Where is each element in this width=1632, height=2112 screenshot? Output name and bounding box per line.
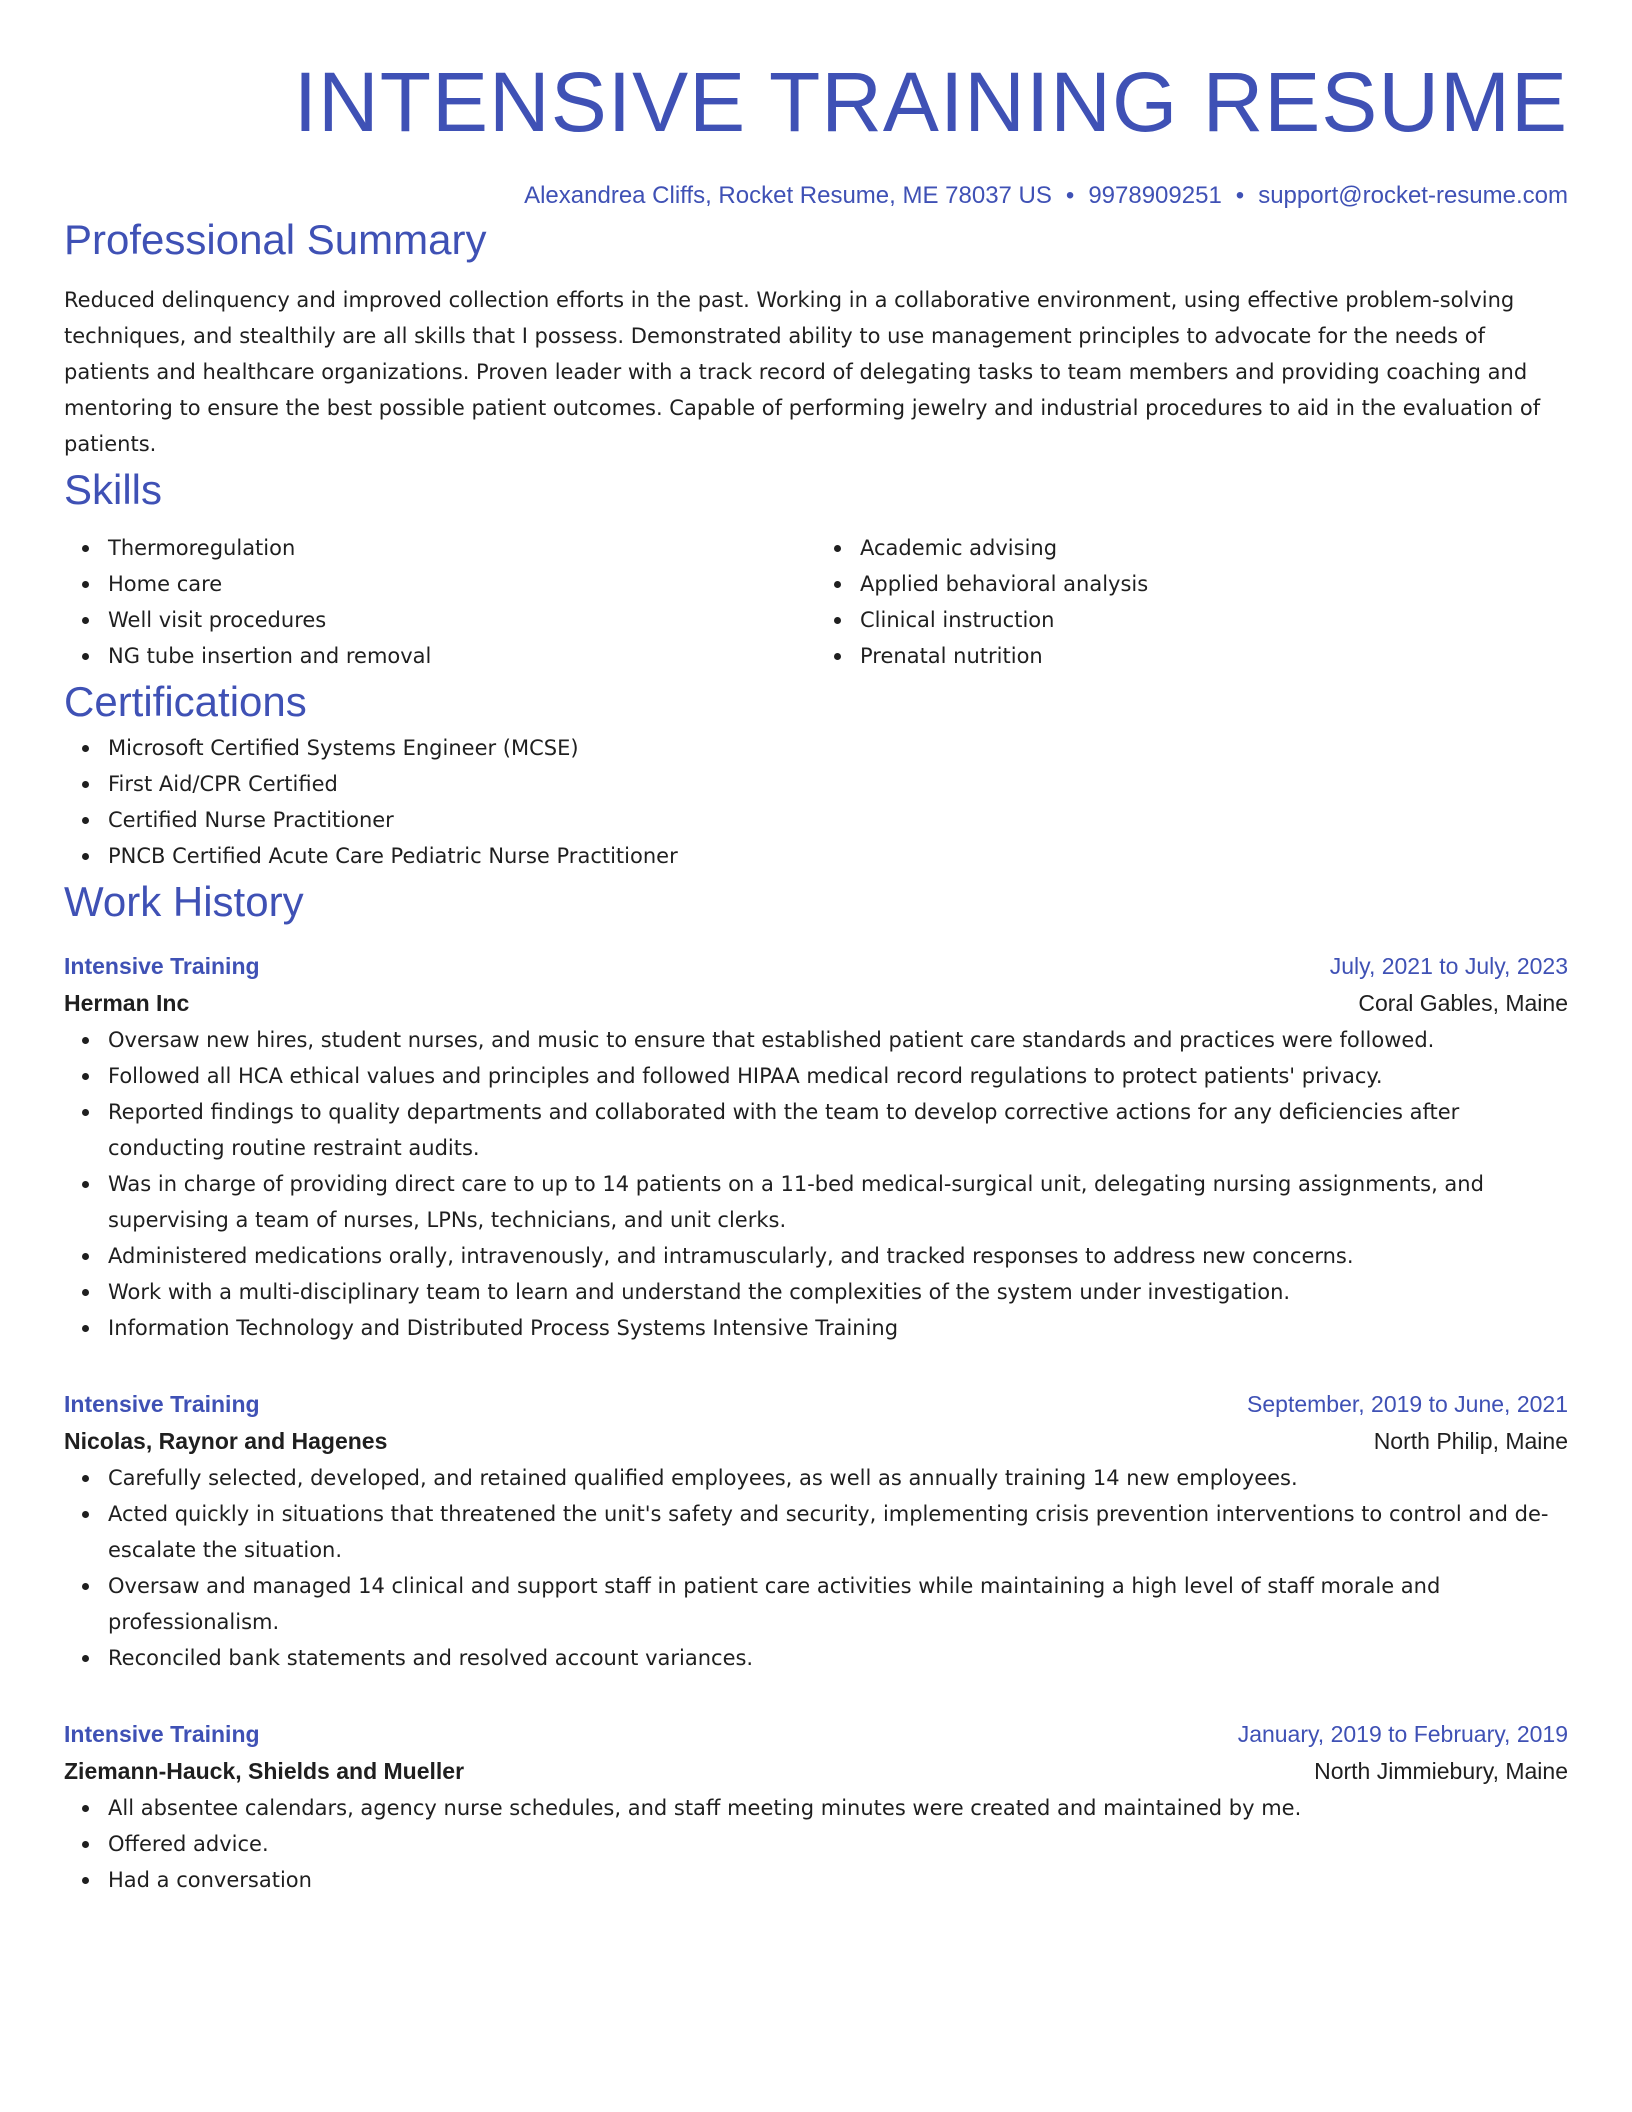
skill-item: Well visit procedures xyxy=(108,602,816,638)
skill-item: Thermoregulation xyxy=(108,530,816,566)
job-duty: Carefully selected, developed, and retained qualified employees, as well as annually training 14 new employees. xyxy=(108,1460,1568,1496)
summary-text: Reduced delinquency and improved collection efforts in the past. Working in a collaborative environment, using effective problem-solving techniques, and stealthily are all skills that I possess. Demonstrated ability to use management principles to advocate for the needs of patients and healthcare organizations. Proven leader with a track record of delegating tasks to team members and providing coaching and mentoring to ensure the best possible patient outcomes. Capable of performing jewelry and industrial procedures to aid in the evaluation of patients. xyxy=(64,288,1541,456)
skill-item: Clinical instruction xyxy=(860,602,1568,638)
job-title-row xyxy=(64,1716,1568,1752)
section-heading-skills: Skills xyxy=(64,466,163,513)
job-duties-list xyxy=(64,1460,1568,1676)
job-location: Coral Gables, Maine xyxy=(1358,990,1568,1016)
job-company: Herman Inc xyxy=(64,990,190,1016)
job-duty: All absentee calendars, agency nurse schedules, and staff meeting minutes were created and maintained by me. xyxy=(108,1790,1568,1826)
job-dates: January, 2019 to February, 2019 xyxy=(1237,1721,1568,1747)
job-title: Intensive Training xyxy=(64,1721,260,1747)
skill-item: Applied behavioral analysis xyxy=(860,566,1568,602)
contact-email[interactable]: support@rocket-resume.com xyxy=(1258,182,1568,209)
job-duty: Information Technology and Distributed Process Systems Intensive Training xyxy=(108,1310,1568,1346)
contact-line xyxy=(64,180,1568,212)
job-duty: Oversaw new hires, student nurses, and music to ensure that established patient care standards and practices were followed. xyxy=(108,1022,1568,1058)
contact-separator: • xyxy=(1065,182,1075,209)
job-entry xyxy=(64,948,1568,1346)
job-title-row xyxy=(64,948,1568,984)
job-title: Intensive Training xyxy=(64,953,260,979)
job-company: Nicolas, Raynor and Hagenes xyxy=(64,1428,388,1454)
skills-columns xyxy=(64,530,1568,674)
skill-item: Academic advising xyxy=(860,530,1568,566)
job-dates: July, 2021 to July, 2023 xyxy=(1329,953,1568,979)
certifications-list xyxy=(64,730,1568,874)
skill-item: NG tube insertion and removal xyxy=(108,638,816,674)
job-company-row xyxy=(64,984,1568,1022)
job-duty: Acted quickly in situations that threatened the unit's safety and security, implementing crisis prevention interventions to control and de-escalate the situation. xyxy=(108,1496,1568,1568)
resume-page xyxy=(64,0,1568,1898)
job-entry xyxy=(64,1386,1568,1676)
job-duty: Had a conversation xyxy=(108,1862,1568,1898)
job-duty: Was in charge of providing direct care to up to 14 patients on a 11-bed medical-surgical unit, delegating nursing assignments, and supervising a team of nurses, LPNs, technicians, and unit clerks. xyxy=(108,1166,1568,1238)
job-duty: Oversaw and managed 14 clinical and support staff in patient care activities while maintaining a high level of staff morale and professionalism. xyxy=(108,1568,1568,1640)
job-title: Intensive Training xyxy=(64,1391,260,1417)
section-heading-certifications: Certifications xyxy=(64,678,307,725)
certification-item: Certified Nurse Practitioner xyxy=(108,802,1568,838)
skills-list-right xyxy=(816,530,1568,674)
job-duty: Reported findings to quality departments and collaborated with the team to develop corrective actions for any deficiencies after conducting routine restraint audits. xyxy=(108,1094,1568,1166)
job-duties-list xyxy=(64,1022,1568,1346)
section-heading-summary: Professional Summary xyxy=(64,216,487,263)
skills-list-left xyxy=(64,530,816,674)
resume-header xyxy=(64,0,1568,212)
job-duty: Offered advice. xyxy=(108,1826,1568,1862)
job-duty: Work with a multi-disciplinary team to learn and understand the complexities of the system under investigation. xyxy=(108,1274,1568,1310)
job-duty: Followed all HCA ethical values and principles and followed HIPAA medical record regulations to protect patients' privacy. xyxy=(108,1058,1568,1094)
resume-title: INTENSIVE TRAINING RESUME xyxy=(293,55,1568,149)
contact-address: Alexandrea Cliffs, Rocket Resume, ME 78037 US xyxy=(524,182,1052,209)
job-company-row xyxy=(64,1422,1568,1460)
job-title-row xyxy=(64,1386,1568,1422)
contact-separator: • xyxy=(1235,182,1245,209)
skill-item: Prenatal nutrition xyxy=(860,638,1568,674)
certification-item: First Aid/CPR Certified xyxy=(108,766,1568,802)
job-dates: September, 2019 to June, 2021 xyxy=(1247,1391,1568,1417)
job-duty: Administered medications orally, intravenously, and intramuscularly, and tracked responses to address new concerns. xyxy=(108,1238,1568,1274)
job-duties-list xyxy=(64,1790,1568,1898)
job-company: Ziemann-Hauck, Shields and Mueller xyxy=(64,1758,465,1784)
section-heading-work-history: Work History xyxy=(64,878,304,925)
job-company-row xyxy=(64,1752,1568,1790)
certification-item: PNCB Certified Acute Care Pediatric Nurse Practitioner xyxy=(108,838,1568,874)
contact-phone[interactable]: 9978909251 xyxy=(1088,182,1222,209)
job-location: North Philip, Maine xyxy=(1373,1428,1568,1454)
skill-item: Home care xyxy=(108,566,816,602)
certification-item: Microsoft Certified Systems Engineer (MCSE) xyxy=(108,730,1568,766)
job-entry xyxy=(64,1716,1568,1898)
job-location: North Jimmiebury, Maine xyxy=(1314,1758,1568,1784)
job-duty: Reconciled bank statements and resolved account variances. xyxy=(108,1640,1568,1676)
